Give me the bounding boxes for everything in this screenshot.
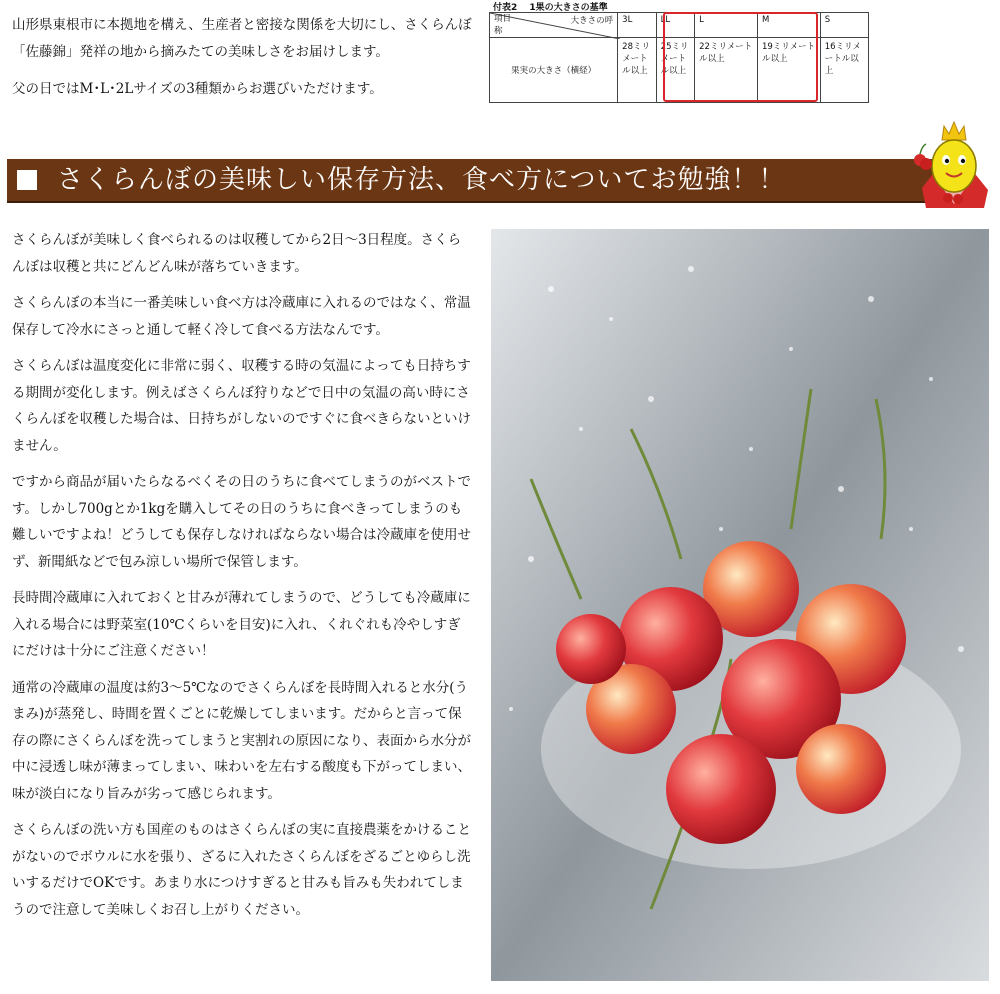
column-header: LL bbox=[656, 13, 694, 38]
column-header: M bbox=[757, 13, 820, 38]
column-header: S bbox=[820, 13, 868, 38]
body-paragraph: さくらんぼの洗い方も国産のものはさくらんぼの実に直接農薬をかけることがないのでボウルに水を張り、ざるに入れたさくらんぼをざるごとゆらし洗いするだけでOKです。あまり水につけすぎると甘みも旨みも失われてしまうので注意して美味しくお召し上がりください。 bbox=[12, 822, 471, 918]
highlight-box bbox=[663, 12, 818, 102]
intro-text bbox=[12, 12, 472, 113]
size-standard-table bbox=[489, 0, 869, 103]
corner-label-item: 項目 称 bbox=[494, 14, 512, 36]
intro-paragraph: 山形県東根市に本拠地を構え、生産者と密接な関係を大切にし、さくらんぼ「佐藤錦」発祥の地から摘みたての美味しさをお届けします。 bbox=[12, 17, 472, 60]
table-cell: 16ミリメートル以上 bbox=[820, 38, 868, 103]
body-paragraph: さくらんぼの本当に一番美味しい食べ方は冷蔵庫に入れるのではなく、常温保存して冷水にさっと通して軽く冷して食べる方法なんです。 bbox=[12, 295, 471, 338]
cherries-in-water-photo bbox=[491, 229, 989, 981]
body-paragraph: 長時間冷蔵庫に入れておくと甘みが薄れてしまうので、どうしても冷蔵庫に入れる場合には野菜室(10℃くらいを目安)に入れ、くれぐれも冷やしすぎにだけは十分にご注意ください！ bbox=[12, 590, 471, 659]
article-body bbox=[12, 227, 474, 933]
intro-paragraph: 父の日ではM･L･2Lサイズの3種類からお選びいただけます。 bbox=[12, 81, 383, 97]
table-caption: 付表2 1果の大きさの基準 bbox=[493, 3, 608, 13]
table-cell: 19ミリメートル以上 bbox=[757, 38, 820, 103]
corner-label-size: 大きさの呼 bbox=[570, 16, 614, 26]
table-cell: 25ミリメートル以上 bbox=[656, 38, 694, 103]
body-paragraph: さくらんぼが美味しく食べられるのは収穫してから2日～3日程度。さくらんぼは収穫と共にどんどん味が落ちていきます。 bbox=[12, 232, 462, 275]
body-paragraph: 通常の冷蔵庫の温度は約3～5℃なのでさくらんぼを長時間入れると水分(うまみ)が蒸発し、時間を置くごとに乾燥してしまいます。だからと言って保存の際にさくらんぼを洗ってしまうと実割れの原因になり、表面から水分が中に浸透し味が薄まってしまい、味わいを左右する酸度も下がってしまい、味が淡白になり旨みが劣って感じられます。 bbox=[12, 679, 471, 802]
row-label: 果実の大きさ（横経） bbox=[490, 38, 618, 103]
section-title: さくらんぼの美味しい保存方法、食べ方についてお勉強！！ bbox=[57, 165, 786, 195]
section-banner bbox=[7, 159, 942, 201]
column-header: L bbox=[695, 13, 758, 38]
square-bullet-icon bbox=[17, 170, 37, 190]
table-cell: 28ミリメートル以上 bbox=[618, 38, 656, 103]
cherry-king-mascot-icon bbox=[912, 118, 996, 212]
table-cell: 22ミリメートル以上 bbox=[695, 38, 758, 103]
table-corner-cell bbox=[490, 13, 618, 38]
column-header: 3L bbox=[618, 13, 656, 38]
body-paragraph: ですから商品が届いたらなるべくその日のうちに食べてしまうのがベストです。しかし700gとか1kgを購入してその日のうちに食べきってしまうのも難しいですよね！どうしても保存しなければならない場合は冷蔵庫を使用せず、新聞紙などで包み涼しい場所で保管します。 bbox=[12, 474, 471, 570]
body-paragraph: さくらんぼは温度変化に非常に弱く、収穫する時の気温によっても日持ちする期間が変化します。例えばさくらんぼ狩りなどで日中の気温の高い時にさくらんぼを収穫した場合は、日持ちがしないのですぐに食べきらないといけません。 bbox=[12, 358, 471, 454]
